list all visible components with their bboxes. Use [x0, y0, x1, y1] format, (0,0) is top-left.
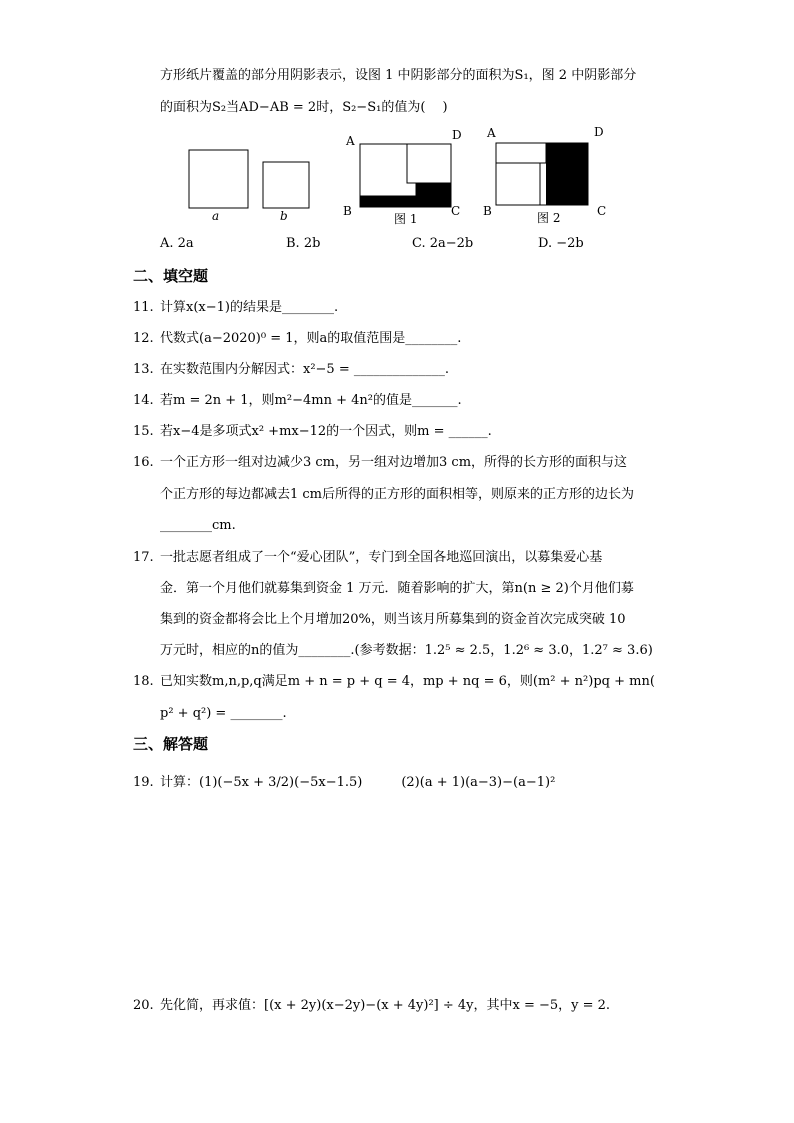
- q13-number: 13.: [133, 362, 154, 377]
- q14-text: 若m = 2n + 1，则m²−4mn + 4n²的值是_______.: [160, 393, 462, 408]
- q16-number: 16.: [133, 455, 154, 470]
- q17-line-1: 一批志愿者组成了一个“爱心团队”，专门到全国各地巡回演出，以募集爱心基: [160, 550, 603, 565]
- q19-number: 19.: [133, 775, 154, 790]
- fig1-label-A: A: [346, 134, 355, 148]
- intro-line-2: 的面积为S₂当AD−AB = 2时，S₂−S₁的值为( ): [160, 100, 448, 115]
- q11-number: 11.: [133, 300, 154, 315]
- q13-text: 在实数范围内分解因式：x²−5 = ______________.: [160, 362, 449, 377]
- q19-text: 计算：(1)(−5x + 3/2)(−5x−1.5) (2)(a + 1)(a−3)−(a−1)²: [160, 775, 556, 790]
- intro-line-1: 方形纸片覆盖的部分用阴影表示，设图 1 中阴影部分的面积为S₁，图 2 中阴影部分: [160, 68, 637, 83]
- q18-line-1: 已知实数m,n,p,q满足m + n = p + q = 4，mp + nq = 6，则(m² + n²)pq + mn(: [160, 674, 655, 689]
- q16-line-1: 一个正方形一组对边减少3 cm，另一组对边增加3 cm，所得的长方形的面积与这: [160, 455, 628, 470]
- section-heading-solve: 三、解答题: [133, 735, 209, 753]
- section-heading-fill-in: 二、填空题: [133, 267, 209, 285]
- fig2-label-D: D: [594, 125, 604, 139]
- fig2-label-B: B: [483, 204, 492, 218]
- figure-2: [496, 143, 588, 205]
- q18-line-2: p² + q²) = ________.: [160, 706, 287, 721]
- q18-number: 18.: [133, 674, 154, 689]
- fig1-label-C: C: [451, 204, 461, 218]
- q16-line-2: 个正方形的每边都减去1 cm后所得的正方形的面积相等，则原来的正方形的边长为: [160, 487, 635, 502]
- q12-number: 12.: [133, 331, 154, 346]
- figure-1-caption: 图 1: [394, 212, 418, 226]
- square-b-label: b: [280, 209, 288, 223]
- q20-number: 20.: [133, 998, 154, 1013]
- square-a-label: a: [212, 209, 220, 223]
- fig2-label-A: A: [487, 126, 496, 140]
- q15-text: 若x−4是多项式x² +mx−12的一个因式，则m = ______.: [160, 424, 492, 439]
- q17-number: 17.: [133, 550, 154, 565]
- q12-text: 代数式(a−2020)⁰ = 1，则a的取值范围是________.: [160, 331, 462, 346]
- option-a: A. 2a: [160, 236, 194, 251]
- fig1-label-D: D: [452, 128, 462, 142]
- figure-1: [360, 144, 451, 207]
- option-d: D. −2b: [538, 236, 584, 251]
- q17-line-2: 金．第一个月他们就募集到资金 1 万元．随着影响的扩大，第n(n ≥ 2)个月他们募: [160, 581, 634, 596]
- option-b: B. 2b: [286, 236, 321, 251]
- fig1-label-B: B: [343, 204, 352, 218]
- option-c: C. 2a−2b: [412, 236, 474, 251]
- q17-line-4: 万元时，相应的n的值为________.(参考数据：1.2⁵ ≈ 2.5，1.2⁶ ≈ 3.0，1.2⁷ ≈ 3.6): [160, 643, 653, 658]
- fig2-label-C: C: [597, 204, 607, 218]
- q14-number: 14.: [133, 393, 154, 408]
- square-a: [189, 150, 248, 208]
- q15-number: 15.: [133, 424, 154, 439]
- figure-2-caption: 图 2: [537, 211, 561, 225]
- q20-text: 先化简，再求值：[(x + 2y)(x−2y)−(x + 4y)²] ÷ 4y，其中x = −5，y = 2.: [160, 998, 611, 1013]
- q11-text: 计算x(x−1)的结果是________.: [160, 300, 339, 315]
- q16-line-3: ________cm.: [160, 518, 236, 533]
- q17-line-3: 集到的资金都将会比上个月增加20%，则当该月所募集到的资金首次完成突破 10: [160, 612, 626, 627]
- square-b: [263, 162, 309, 208]
